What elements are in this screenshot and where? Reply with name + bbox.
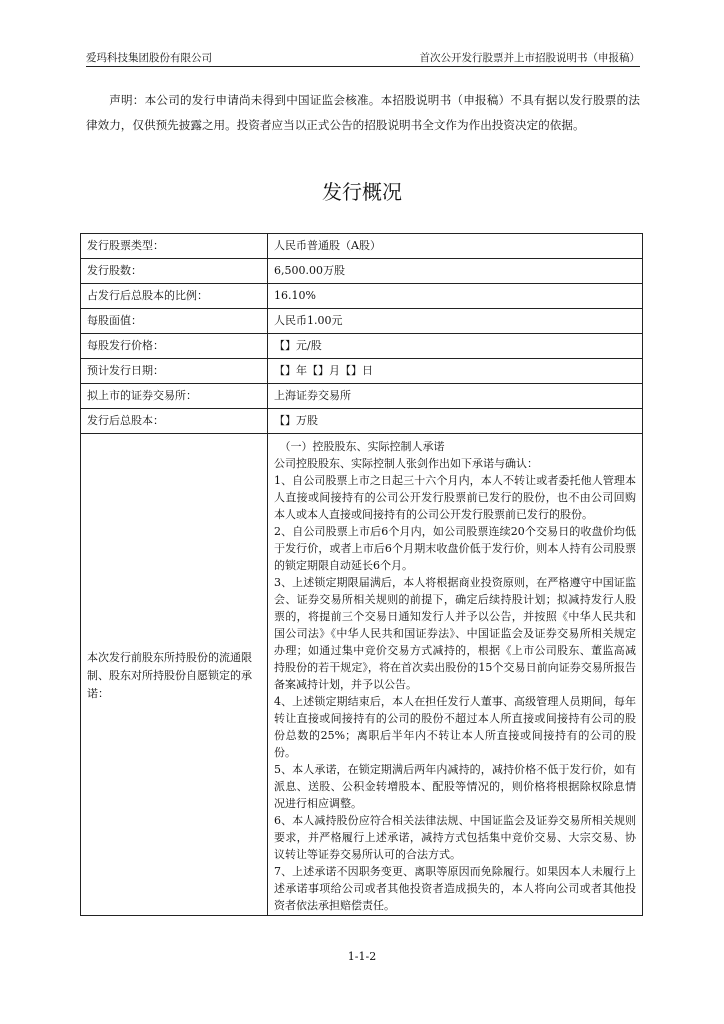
page-header [86, 50, 640, 67]
row-label: 每股面值： [81, 309, 268, 334]
table-row [81, 334, 643, 359]
table-row [81, 309, 643, 334]
row-value: 16.10% [268, 284, 643, 309]
table-row [81, 409, 643, 434]
row-label: 发行股票类型： [81, 234, 268, 259]
commitment-paragraph: 5、本人承诺，在锁定期满后两年内减持的，减持价格不低于发行价，如有派息、送股、公积金转增股本、配股等情况的，则价格将根据除权除息情况进行相应调整。 [274, 763, 636, 810]
table-row [81, 359, 643, 384]
table-row [81, 284, 643, 309]
commitment-paragraph: 公司控股股东、实际控制人张剑作出如下承诺与确认： [274, 457, 538, 470]
row-label: 发行后总股本： [81, 409, 268, 434]
row-value: 人民币普通股（A股） [268, 234, 643, 259]
table-row [81, 384, 643, 409]
commitment-paragraph: 2、自公司股票上市后6个月内，如公司股票连续20个交易日的收盘价均低于发行价，或者上市后6个月期末收盘价低于发行价，则本人持有公司股票的锁定期限自动延长6个月。 [274, 525, 636, 572]
page-title: 发行概况 [322, 180, 402, 204]
disclaimer-notice: 声明：本公司的发行申请尚未得到中国证监会核准。本招股说明书（申报稿）不具有据以发行股票的法律效力，仅供预先披露之用。投资者应当以正式公告的招股说明书全文作为作出投资决定的依据。 [86, 93, 640, 132]
commitment-paragraph: 6、本人减持股份应符合相关法律法规、中国证监会及证券交易所相关规则要求，并严格履行上述承诺，减持方式包括集中竞价交易、大宗交易、协议转让等证券交易所认可的合法方式。 [274, 814, 636, 861]
commitment-label: 本次发行前股东所持股份的流通限制、股东对所持股份自愿锁定的承诺： [81, 434, 268, 916]
row-value: 上海证券交易所 [268, 384, 643, 409]
commitment-content [268, 434, 643, 916]
row-value: 【】万股 [268, 409, 643, 434]
row-label: 占发行后总股本的比例： [81, 284, 268, 309]
table-row [81, 259, 643, 284]
commitment-paragraph: 7、上述承诺不因职务变更、离职等原因而免除履行。如果因本人未履行上述承诺事项给公司或者其他投资者造成损失的，本人将向公司或者其他投资者依法承担赔偿责任。 [274, 865, 636, 912]
commitment-paragraph: 1、自公司股票上市之日起三十六个月内，本人不转让或者委托他人管理本人直接或间接持有的公司公开发行股票前已发行的股份，也不由公司回购本人或本人直接或间接持有的公司公开发行股票前已发行的股份。 [274, 474, 636, 521]
row-label: 预计发行日期： [81, 359, 268, 384]
commitment-paragraph: 3、上述锁定期限届满后，本人将根据商业投资原则，在严格遵守中国证监会、证券交易所相关规则的前提下，确定后续持股计划；拟减持发行人股票的，将提前三个交易日通知发行人并予以公告，并按照《中华人民共和国公司法》《中华人民共和国证券法》、中国证监会及证券交易所相关规定办理；如通过集中竞价交易方式减持的，根据《上市公司股东、董监高减持股份的若干规定》，将在首次卖出股份的15个交易日前向证券交易所报告备案减持计划，并予以公告。 [274, 576, 636, 691]
row-label: 拟上市的证券交易所： [81, 384, 268, 409]
page-number: 1-1-2 [347, 950, 377, 963]
row-label: 每股发行价格： [81, 334, 268, 359]
commitment-paragraph: 4、上述锁定期结束后，本人在担任发行人董事、高级管理人员期间，每年转让直接或间接持有的公司的股份不超过本人所直接或间接持有公司的股份总数的25%；离职后半年内不转让本人所直接或间接持有的公司的股份。 [274, 695, 636, 759]
document-title: 首次公开发行股票并上市招股说明书（申报稿） [419, 52, 640, 64]
company-name: 爱玛科技集团股份有限公司 [86, 52, 212, 64]
table-row [81, 234, 643, 259]
row-value: 6,500.00万股 [268, 259, 643, 284]
row-value: 【】年【】月【】日 [268, 359, 643, 384]
row-value: 【】元/股 [268, 334, 643, 359]
row-value: 人民币1.00元 [268, 309, 643, 334]
commitment-paragraph: （一）控股股东、实际控制人承诺 [279, 440, 445, 453]
row-label: 发行股数： [81, 259, 268, 284]
table-row-commitment [81, 434, 643, 916]
offering-overview-table [80, 233, 643, 916]
